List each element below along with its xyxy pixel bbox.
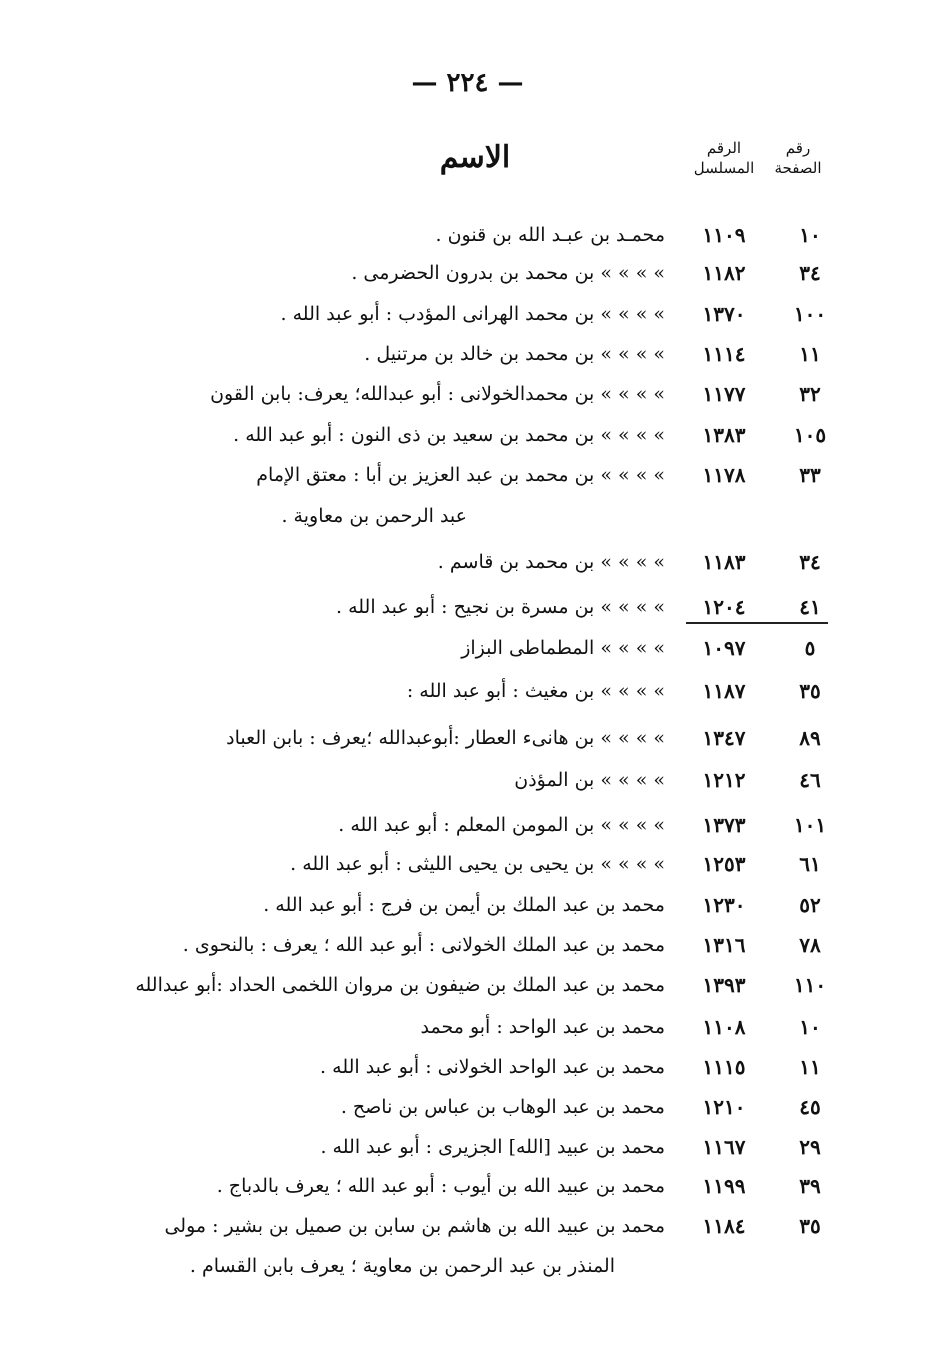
page-number-cell: ٥٢ [799, 893, 821, 917]
page-number-cell: ٢٩ [799, 1135, 821, 1159]
page-number-cell: ٣٥ [799, 679, 821, 703]
serial-number-cell: ١٢١٠ [702, 1095, 746, 1119]
serial-number-cell: ١١١٤ [702, 342, 746, 366]
serial-number-cell: ١٣٤٧ [702, 726, 746, 750]
name-cell: » » » » بن محمدالخولانى : أبو عبدالله؛ يعرف: بابن القون [210, 383, 665, 405]
page-number-cell: ١١ [799, 342, 821, 366]
page-number-cell: ٥ [804, 636, 816, 660]
table-row [0, 217, 935, 253]
serial-column-header-line2: المسلسل [693, 159, 755, 177]
serial-column-header-line1: الرقم [706, 139, 742, 157]
serial-number-cell: ١١١٥ [702, 1055, 746, 1079]
table-row [0, 762, 935, 798]
name-cell: » » » » بن محمد الهرانى المؤدب : أبو عبد الله . [280, 303, 665, 325]
serial-number-cell: ١١٧٧ [702, 382, 746, 406]
page-number-cell: ٣٩ [799, 1174, 821, 1198]
serial-underline [686, 622, 828, 624]
serial-number-cell: ١٢١٢ [702, 768, 746, 792]
page-number-cell: ٧٨ [799, 933, 821, 957]
table-row [0, 417, 935, 453]
serial-number-cell: ١٣٧٣ [702, 813, 746, 837]
page-number-cell: ١١٠ [793, 973, 827, 997]
table-row [0, 1049, 935, 1085]
name-cell: محمد بن عبيد [الله] الجزيرى : أبو عبد الله . [320, 1136, 665, 1158]
table-row [0, 1129, 935, 1165]
name-cell: محمد بن عبد الواحد : أبو محمد [420, 1016, 665, 1038]
name-cell: محمد بن عبيد الله بن أيوب : أبو عبد الله ؛ يعرف بالدباج . [216, 1175, 665, 1197]
name-cell: » » » » بن مسرة بن نجيح : أبو عبد الله . [335, 596, 665, 618]
table-row [0, 846, 935, 882]
table-row [0, 967, 935, 1003]
serial-number-cell: ١١٨٣ [702, 550, 746, 574]
name-cell: » » » » بن المومن المعلم : أبو عبد الله . [338, 814, 665, 836]
name-cell: » » » » المطماطى البزاز [461, 637, 665, 659]
name-cell: » » » » بن محمد بن عبد العزيز بن أبا : معتق الإمام [256, 464, 665, 486]
name-cell: » » » » بن المؤذن [514, 769, 665, 791]
serial-number-cell: ١٢٠٤ [702, 595, 746, 619]
serial-number-cell: ١١٩٩ [702, 1174, 746, 1198]
serial-number-cell: ١٣٩٣ [702, 973, 746, 997]
page-number-cell: ٤٦ [799, 768, 821, 792]
page-number-cell: ١٠٠ [793, 302, 827, 326]
name-column-header: الاسم [439, 140, 511, 175]
table-row [0, 1168, 935, 1204]
table-row [0, 589, 935, 625]
page-column-header-line2: الصفحة [774, 159, 822, 177]
name-cell: » » » » بن محمد بن سعيد بن ذى النون : أبو عبد الله . [233, 424, 665, 446]
name-cell: محمد بن عبد الملك بن ضيفون بن مروان اللخمى الحداد :أبو عبدالله [135, 974, 665, 996]
name-cell: محمد بن عبد الوهاب بن عباس بن ناصح . [340, 1096, 665, 1118]
name-cell: » » » » بن محمد بن خالد بن مرتنيل . [364, 343, 665, 365]
serial-number-cell: ١٢٥٣ [702, 852, 746, 876]
page-number-cell: ٤٥ [799, 1095, 821, 1119]
table-row [0, 255, 935, 291]
serial-number-cell: ١٠٩٧ [702, 636, 746, 660]
page-number-cell: ٦١ [799, 852, 821, 876]
serial-number-cell: ١١٠٨ [702, 1015, 746, 1039]
page-number-cell: ٣٣ [799, 463, 821, 487]
name-continuation: عبد الرحمن بن معاوية . [281, 505, 467, 527]
page-number-cell: ١٠ [799, 1015, 821, 1039]
name-cell: محمد بن عبد الملك بن أيمن بن فرج : أبو عبد الله . [263, 894, 665, 916]
name-cell: » » » » بن يحيى بن يحيى الليثى : أبو عبد الله . [290, 853, 665, 875]
page-number-cell: ٨٩ [799, 726, 821, 750]
name-cell: محمد بن عبيد الله بن هاشم بن سابن بن صميل بن بشير : مولى [164, 1215, 665, 1237]
serial-number-cell: ١٣٨٣ [702, 423, 746, 447]
page-number: — ٢٢٤ — [411, 68, 524, 98]
table-row [0, 630, 935, 666]
serial-number-cell: ١١٧٨ [702, 463, 746, 487]
serial-number-cell: ١١٨٤ [702, 1214, 746, 1238]
serial-number-cell: ١٣١٦ [702, 933, 746, 957]
page-number-cell: ٤١ [799, 595, 821, 619]
page-number-cell: ٣٤ [799, 550, 821, 574]
serial-number-cell: ١١٨٢ [702, 261, 746, 285]
page-number-cell: ٣٤ [799, 261, 821, 285]
table-row [0, 720, 935, 756]
table-row [0, 1208, 935, 1244]
name-cell: » » » » بن محمد بن بدرون الحضرمى . [351, 262, 665, 284]
serial-number-cell: ١١٨٧ [702, 679, 746, 703]
table-row [0, 376, 935, 412]
table-row [0, 457, 935, 493]
table-row [0, 336, 935, 372]
name-cell: محمـد بن عبـد الله بن قنون . [435, 224, 665, 246]
page-number-cell: ٣٢ [799, 382, 821, 406]
table-row [0, 673, 935, 709]
page-number-cell: ١٠١ [793, 813, 827, 837]
page-number-cell: ١٠٥ [793, 423, 827, 447]
name-cell: » » » » بن محمد بن قاسم . [437, 551, 665, 573]
name-cell: » » » » بن مغيث : أبو عبد الله : [406, 680, 665, 702]
table-row [0, 1009, 935, 1045]
name-cell: » » » » بن هانىء العطار :أبوعبدالله ؛يعرف : بابن العباد [226, 727, 665, 749]
page-column-header-line1: رقم [785, 139, 811, 157]
serial-number-cell: ١٢٣٠ [702, 893, 746, 917]
table-row [0, 927, 935, 963]
table-row [0, 544, 935, 580]
name-continuation: المنذر بن عبد الرحمن بن معاوية ؛ يعرف بابن القسام . [189, 1255, 615, 1277]
table-row [0, 887, 935, 923]
name-cell: محمد بن عبد الملك الخولانى : أبو عبد الله ؛ يعرف : بالنحوى . [182, 934, 665, 956]
serial-number-cell: ١١٦٧ [702, 1135, 746, 1159]
page-number-cell: ١٠ [799, 223, 821, 247]
name-cell: محمد بن عبد الواحد الخولانى : أبو عبد الله . [320, 1056, 665, 1078]
table-row [0, 1089, 935, 1125]
serial-number-cell: ١١٠٩ [702, 223, 746, 247]
page-number-cell: ١١ [799, 1055, 821, 1079]
serial-number-cell: ١٣٧٠ [702, 302, 746, 326]
table-row [0, 807, 935, 843]
table-row [0, 296, 935, 332]
page-number-cell: ٣٥ [799, 1214, 821, 1238]
